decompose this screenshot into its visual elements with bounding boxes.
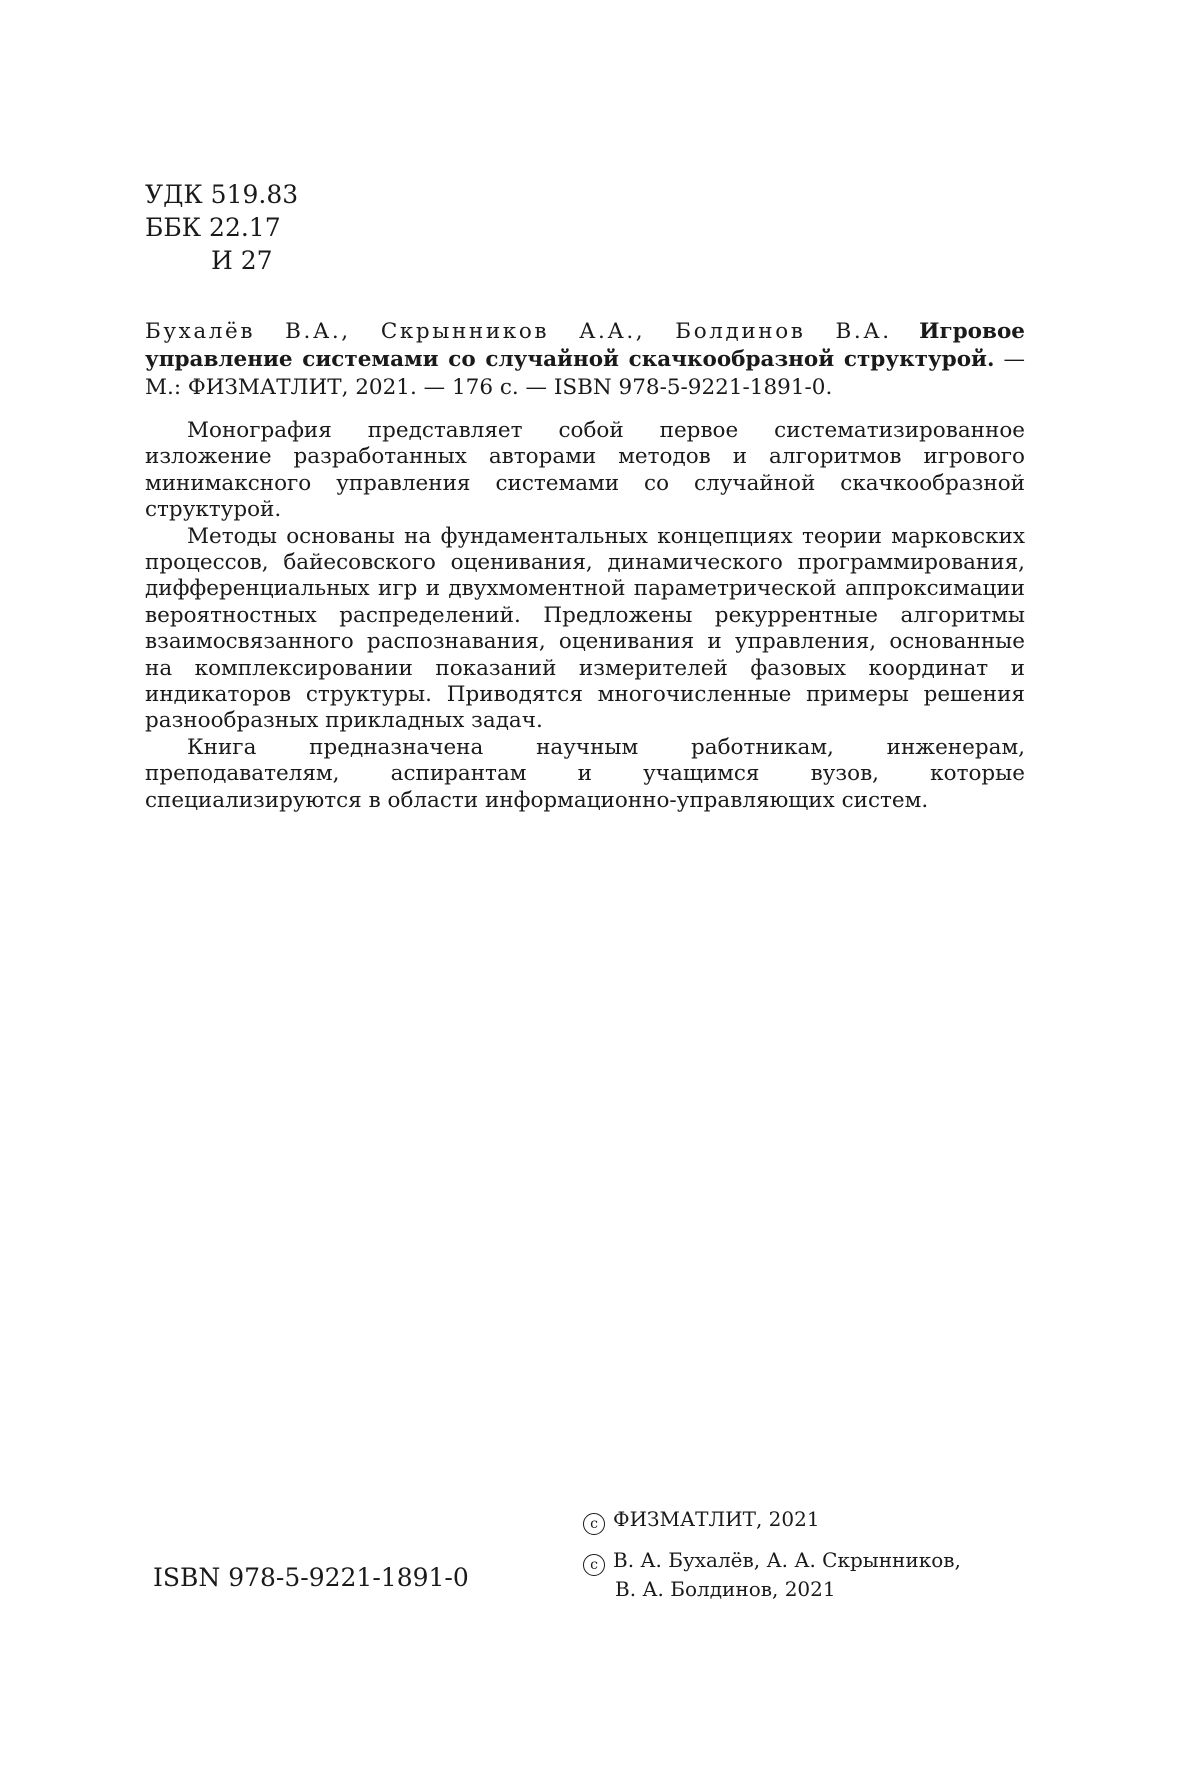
copyright-icon: c (583, 1554, 605, 1576)
annotation (145, 418, 1025, 814)
bibliographic-citation (145, 318, 1025, 402)
copyright-publisher (583, 1506, 961, 1535)
copyright-authors-line1: В. А. Бухалёв, А. А. Скрынников, (613, 1548, 961, 1572)
author-mark: И 27 (211, 246, 273, 275)
copyright-authors (583, 1547, 961, 1602)
copyright-authors-line2: В. А. Болдинов, 2021 (615, 1577, 836, 1601)
annotation-paragraph: Монография представляет собой первое систематизированное изложение разработанных авторами методов и алгоритмов игрового минимаксного управления системами со случайной скачкообразной структурой. (145, 418, 1025, 523)
udk-code: УДК 519.83 (145, 180, 299, 209)
citation-title: Игровое управление системами со случайной скачкообразной структурой. (145, 319, 1025, 372)
citation-imprint: М.: ФИЗМАТЛИТ, 2021. — 176 с. — ISBN 978-5-9221-1891-0. (145, 375, 833, 400)
bbk-code: ББК 22.17 (145, 213, 281, 242)
annotation-paragraph: Методы основаны на фундаментальных концепциях теории марковских процессов, байесовского оценивания, динамического программирования, дифференциальных игр и двухмоментной параметрической аппроксимации вероятностных распределений. Предложены рекуррентные алгоритмы взаимосвязанного распознавания, оценивания и управления, основанные на комплексировании показаний измерителей фазовых координат и индикаторов структуры. Приводятся многочисленные примеры решения разнообразных прикладных задач. (145, 523, 1025, 734)
copyright-notices (583, 1506, 961, 1614)
classification-codes (145, 178, 298, 277)
annotation-paragraph: Книга предназначена научным работникам, инженерам, преподавателям, аспирантам и учащимся вузов, которые специализируются в области информационно-управляющих систем. (145, 734, 1025, 813)
copyright-publisher-text: ФИЗМАТЛИТ, 2021 (613, 1507, 820, 1531)
copyright-icon: c (583, 1513, 605, 1535)
citation-dash: — (1003, 347, 1025, 372)
citation-authors: Бухалёв В.А., Скрынников А.А., Болдинов В.А. (145, 319, 892, 344)
isbn: ISBN 978-5-9221-1891-0 (153, 1563, 469, 1592)
